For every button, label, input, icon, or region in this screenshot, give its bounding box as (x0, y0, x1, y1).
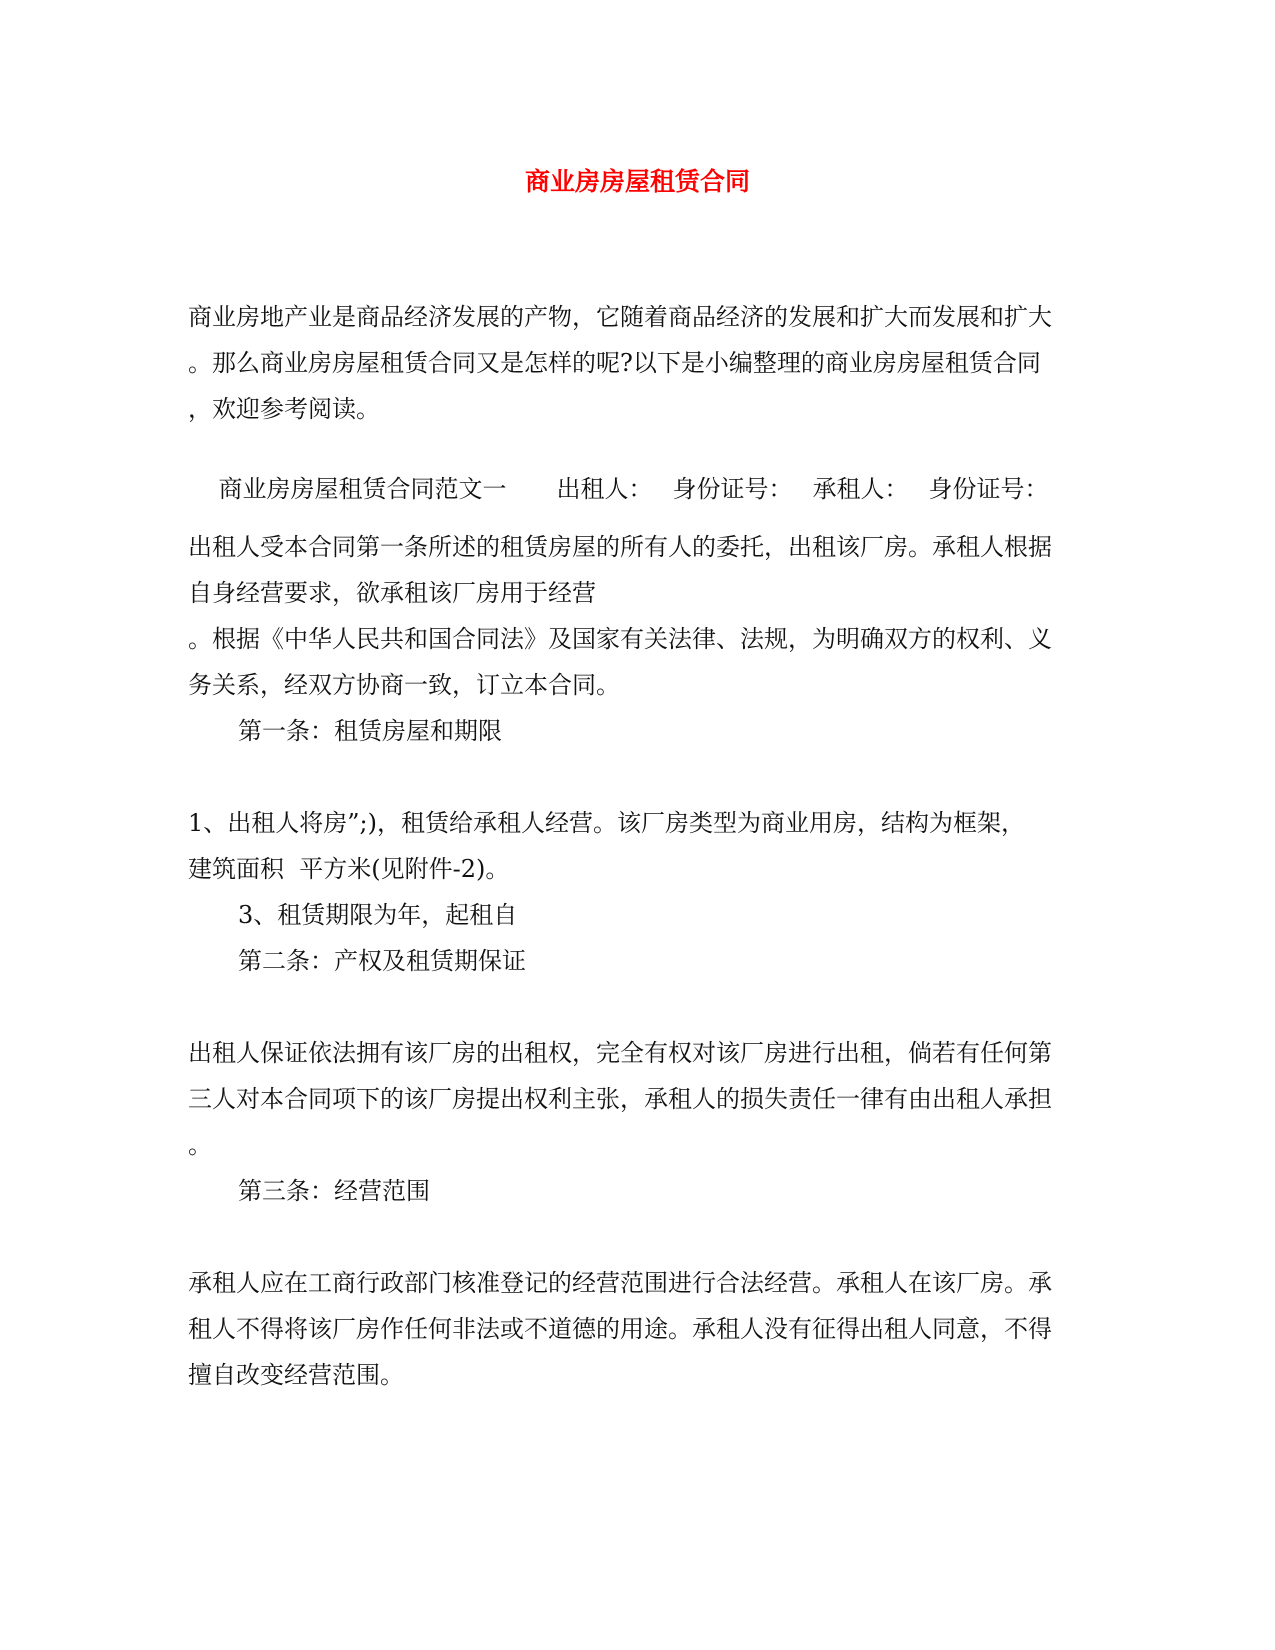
preamble-line-4: 务关系，经双方协商一致，订立本合同。 (188, 671, 620, 699)
article-3-heading: 第三条：经营范围 (238, 1177, 430, 1205)
scope-line-3: 擅自改变经营范围。 (188, 1361, 404, 1389)
preamble-line-3: 。根据《中华人民共和国合同法》及国家有关法律、法规，为明确双方的权利、义 (188, 625, 1052, 653)
guarantee-line-3: 。 (188, 1131, 212, 1159)
clause-3: 3、租赁期限为年，起租自 (238, 901, 518, 929)
parties-line (188, 438, 1049, 540)
clause-1-line-2: 建筑面积 平方米(见附件-2)。 (188, 855, 510, 883)
article-2-heading: 第二条：产权及租赁期保证 (238, 947, 526, 975)
article-1-heading: 第一条：租赁房屋和期限 (238, 717, 502, 745)
scope-line-1: 承租人应在工商行政部门核准登记的经营范围进行合法经营。承租人在该厂房。承 (188, 1269, 1052, 1297)
lessor-label: 出租人： (556, 475, 653, 503)
preamble-line-2: 自身经营要求，欲承租该厂房用于经营 (188, 579, 596, 607)
clause-1-line-1: 1、出租人将房”;)，租赁给承租人经营。该厂房类型为商业用房，结构为框架， (188, 809, 1025, 837)
intro-line-2: 。那么商业房房屋租赁合同又是怎样的呢?以下是小编整理的商业房房屋租赁合同 (188, 349, 1041, 377)
lessee-id-label: 身份证号： (928, 475, 1049, 503)
intro-line-3: ，欢迎参考阅读。 (188, 395, 380, 423)
lessee-label: 承租人： (812, 475, 909, 503)
guarantee-line-2: 三人对本合同项下的该厂房提出权利主张，承租人的损失责任一律有由出租人承担 (188, 1085, 1052, 1113)
sample-title: 商业房房屋租赁合同范文一 (218, 475, 507, 503)
intro-line-1: 商业房地产业是商品经济发展的产物，它随着商品经济的发展和扩大而发展和扩大 (188, 303, 1052, 331)
document-title: 商业房房屋租赁合同 (524, 167, 750, 196)
preamble-line-1: 出租人受本合同第一条所述的租赁房屋的所有人的委托，出租该厂房。承租人根据 (188, 533, 1052, 561)
scope-line-2: 租人不得将该厂房作任何非法或不道德的用途。承租人没有征得出租人同意，不得 (188, 1315, 1052, 1343)
lessor-id-label: 身份证号： (672, 475, 793, 503)
guarantee-line-1: 出租人保证依法拥有该厂房的出租权，完全有权对该厂房进行出租，倘若有任何第 (188, 1039, 1052, 1067)
